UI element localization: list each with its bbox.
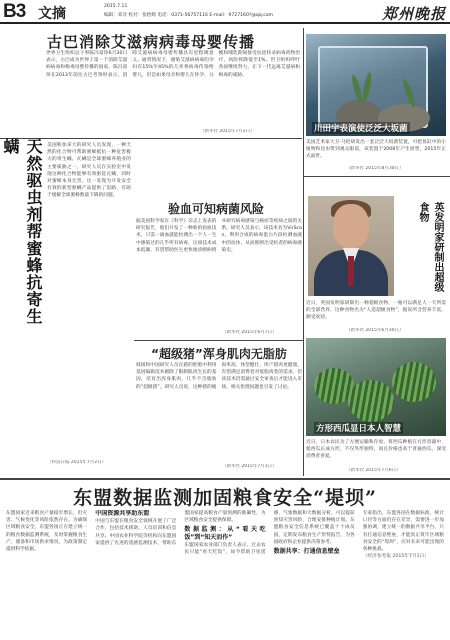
story2-body: 据美国科学家在《科学》杂志上发表的研究报告，他们开发了一种新的验血技术，只需一滴血就能检测出一个人一生中感染过的几乎所有病毒，这项技术成本低廉，有望帮助医生更快地诊断病情并研究病毒感染与癌症等疾病之间的关系。研究人员表示，该技术名为VirScan，利用合成的病毒蛋白片段检测血液中的抗体，从而推断出受检者的病毒感染史。: [136, 219, 302, 253]
story2-headline: 验血可知病菌风险: [167, 202, 264, 216]
divider: [304, 176, 450, 177]
aquarium-photo: [306, 34, 446, 136]
main-subhead-3: 数据共享：打通信息壁垒: [273, 548, 340, 556]
main-subhead-2: 数据监测：从“看天吃饭”到“知天而作”: [184, 526, 266, 541]
section-title: 文摘: [38, 6, 66, 22]
page-number: B3: [3, 1, 26, 22]
divider: [0, 138, 302, 139]
issue-date: 2015.7.11: [104, 4, 128, 9]
story-left-headline: 天然驱虫剂帮蜜蜂抗寄生螨: [1, 138, 43, 325]
story3-headline: “超级猪”浑身肌肉无脂肪: [151, 347, 287, 361]
main-intro: 东盟国家近来粮食产量稳步增长，但灾害、气候变化等风险依然存在。为确保区域粮食安全，东盟各国正在建立统一的粮食数据监测系统，及时掌握粮食生产、储备和市场供求情况，为政策制定提供科学依据。: [6, 511, 88, 553]
main-section-3: 专家指出，东盟各国在数据标准、统计口径等方面仍存在差异，需要进一步加强协调，建立统一的数据共享平台。只有打通信息壁垒，才能真正筑牢区域粮食安全的“堤坝”，应对未来可能出现的各种挑战。: [362, 511, 444, 553]
editor-contact: 编辑：邓洋 校对：张绘绮 电话：0371-56757116 E-mail：9727160?@qq.com: [104, 13, 274, 18]
main-section-1: 中国与东盟在粮食安全领域开展了广泛合作，包括技术援助、人员培训和信息共享。中国农业科学院等机构向东盟国家提供了先进的遥感监测技术，帮助东盟国家提高粮食产量预测的准确性，为区域粮食安全提供保障。: [95, 511, 266, 546]
main-body: [6, 510, 444, 636]
story-left-body: 美国和加拿大的研究人员发现，一种天然的化合物可帮助蜜蜂抵抗一种危害极大的寄生螨。瓦螨是全球蜜蜂养殖业的主要威胁之一，研究人员在实验室中发现这种化合物能够有效驱赶瓦螨，同时对蜜蜂本身无害。这一发现为开发安全有效的新型驱螨产品提供了思路，有助于缓解全球蜜蜂数量下降的问题。: [47, 143, 131, 199]
photo2-description: 近日，日本农民为了方便运输和存放，将西瓜种植在方形容器中，使西瓜长成方形，不仅外形独特，而且价格也高于普通西瓜，深受消费者喜爱。: [306, 440, 446, 460]
main-subhead-1: 中国资源共享助东盟: [95, 510, 150, 517]
story1-headline: 古巴消除艾滋病病毒母婴传播: [46, 33, 255, 51]
photo2-caption: 方形西瓜显日本人智慧: [316, 424, 402, 434]
photo1-description: 美国艺术家大卫·马伦研发出一套泛泛大坂菌装置，可把鱼缸中的小植物和昆虫带到观众眼前，该装置于2008年产生原型，2015年正式面世。: [306, 140, 446, 160]
story2-credit: （新华社 2015年6月7日）: [222, 330, 277, 335]
story1-credit: （新华社 2015年7月2日）: [200, 129, 255, 134]
photo1-credit: （新华社 2015年8月30日）: [346, 166, 404, 171]
story4-body: 近日，英国发明家研制出一种超级食物，一瓶可以满足人一天所需的全部营养，这种食物名为“人造超级食物”，据说所含营养丰富，颇受欢迎。: [306, 301, 446, 321]
inventor-photo: [308, 196, 394, 296]
story1-body: 世界卫生组织总干事陈冯富珍6月30日表示，古巴成为世界上第一个消除艾滋病病毒和梅毒母婴传播的国家。陈冯富珍在2013年前往古巴考察时表示，消除艾滋病病毒母婴传播具有里程碑意义。通常情况下，感染艾滋病病毒的孕妇有15%至45%的几率将病毒传染给婴儿，但是如果母亲和婴儿在怀孕、分娩和哺乳期间接受抗逆转录病毒药物治疗，风险将降低至1%。世卫组织呼吁各国继续努力，让下一代远离艾滋病和梅毒的威胁。: [46, 51, 300, 78]
story3-body: 韩国和中国研究人员在猪的胚胎中利用基因编辑技术剔除了限制肌肉生长的基因，培育出浑身肌肉、几乎不含脂肪的“超级猪”。研究人员说，这种猪的瘦肉率高、体型健壮，所产猪肉更健康，有望满足消费者对低脂肉类的需求。但该技术仍需通过安全审查后才能进入市场，相关伦理问题也引发了讨论。: [136, 363, 302, 390]
main-credit: （经济参考报 2015年7月1日）: [362, 554, 430, 560]
masthead: [0, 0, 450, 24]
divider: [134, 340, 304, 341]
story3-credit: （新华社 2015年7月1日）: [222, 464, 277, 469]
divider: [303, 28, 304, 476]
newspaper-logo: 郑州晚报: [381, 5, 446, 23]
photo2-credit: （新华社 2015年7月6日）: [346, 468, 401, 473]
divider: [0, 478, 450, 480]
story4-credit: （新华社 2015年6月30日）: [346, 328, 404, 333]
story4-headline: 英发明家研制出超级食物: [417, 202, 443, 292]
photo1-caption: 川田宇表演使泛泛大坂菌: [314, 124, 408, 134]
story-left-credit: （科技日报 2015年7月2日）: [47, 460, 107, 465]
main-section-2: 东盟国家农业部门负责人表示，过去农民只能“看天吃饭”，如今借助卫星遥感、气象数据和大数据分析，可以提前预知灾害风险，合理安排种植计划。东盟粮食安全信息系统已覆盖十个成员国，定期发布粮食生产形势报告，为各国政府和企业提供决策参考。: [184, 511, 355, 556]
main-headline: 东盟数据监测加固粮食安全“堤坝”: [73, 487, 377, 509]
aquarium-tank: [318, 46, 428, 128]
